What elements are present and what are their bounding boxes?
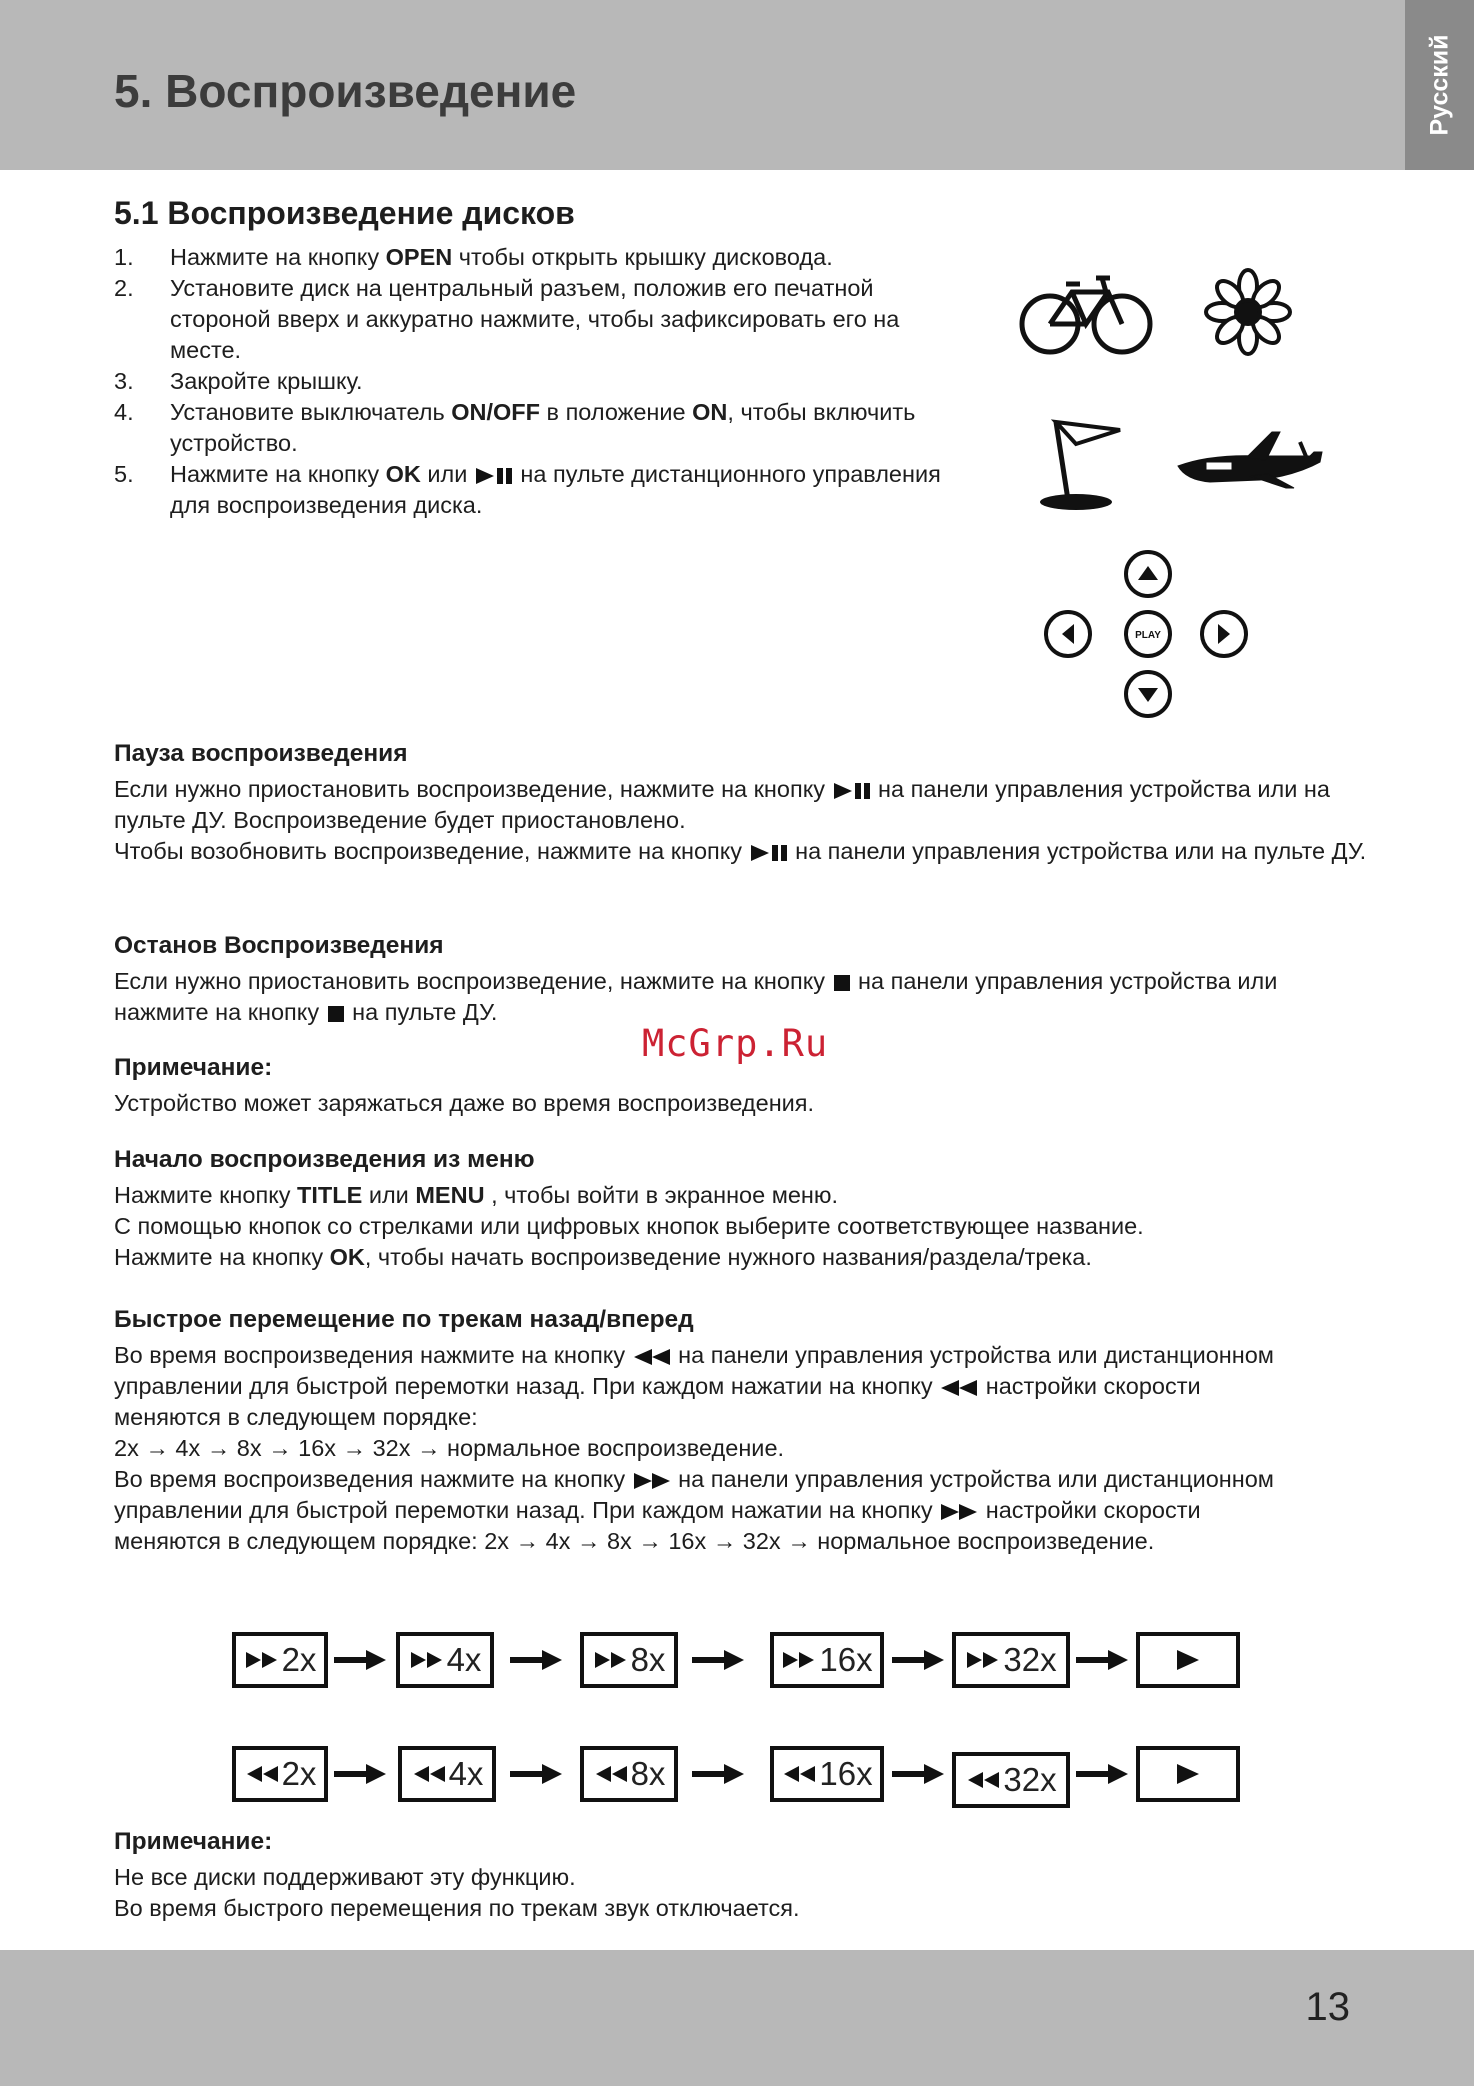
pause-paragraph: Если нужно приостановить воспроизведение, нажмите на кнопку на панели управления устройства или на пульте ДУ. Воспроизведение будет приостановлено. Чтобы возобновить воспроизведение, нажмите на кнопку на панели управления устройства или на пульте ДУ. xyxy=(114,776,1367,864)
language-tab-label: Русский xyxy=(1425,34,1454,136)
fast-scan-heading: Быстрое перемещение по трекам назад/вперед xyxy=(114,1306,694,1333)
fast-scan-paragraph: Во время воспроизведения нажмите на кнопку на панели управления устройства или дистанционном управлении для быстрой перемотки назад. При каждом нажатии на кнопку настройки скорости меняются в следующем порядке: 2x → 4x → 8x → 16x → 32x → нормальное воспроизведение. Во время воспроизведения нажмите на кнопку на панели управления устройства или дистанционном управлении для быстрой перемотки назад. При каждом нажатии на кнопку настройки скорости меняются в следующем порядке: 2x → 4x → 8x → 16x → 32x → нормальное воспроизведение. xyxy=(114,1342,1274,1554)
steps-list xyxy=(114,242,974,521)
note-heading: Примечание: xyxy=(114,1828,273,1855)
ff-speed-box: 8x xyxy=(580,1632,678,1688)
rewind-icon xyxy=(411,1764,447,1784)
play-pause-icon xyxy=(749,843,789,863)
note-section xyxy=(114,1826,1374,1924)
rewind-icon xyxy=(593,1764,629,1784)
step-number: 4. xyxy=(114,399,134,425)
rewind-icon xyxy=(781,1764,817,1784)
rew-speed-box: 8x xyxy=(580,1746,678,1802)
arrow-right-icon xyxy=(334,1648,386,1672)
fast-forward-icon xyxy=(244,1650,280,1670)
footer-bar xyxy=(0,1950,1474,2086)
fast-forward-icon xyxy=(632,1471,672,1491)
play-icon xyxy=(1173,1762,1203,1786)
dpad-illustration xyxy=(1046,552,1246,716)
step-number: 5. xyxy=(114,461,134,487)
play-icon xyxy=(1173,1648,1203,1672)
play-pause-icon xyxy=(474,466,514,486)
rewind-icon xyxy=(244,1764,280,1784)
pause-heading: Пауза воспроизведения xyxy=(114,740,408,767)
ff-speed-box: 32x xyxy=(952,1632,1070,1688)
stop-section xyxy=(114,930,1374,1028)
rewind-speed-row xyxy=(228,1746,1244,1822)
note-text: Не все диски поддерживают эту функцию. Во время быстрого перемещения по трекам звук отключается. xyxy=(114,1864,800,1921)
ff-speed-box: 2x xyxy=(232,1632,328,1688)
arrow-right-icon xyxy=(692,1648,744,1672)
fast-forward-icon xyxy=(781,1650,817,1670)
disc-menu-illustration xyxy=(1010,262,1340,732)
stop-paragraph: Если нужно приостановить воспроизведение, нажмите на кнопку на панели управления устройства или нажмите на кнопку на пульте ДУ. xyxy=(114,968,1278,1025)
step-number: 2. xyxy=(114,275,134,301)
golf-flag-icon xyxy=(1040,422,1120,510)
section-title: 5.1 Воспроизведение дисков xyxy=(114,195,575,231)
rew-speed-box: 2x xyxy=(232,1746,328,1802)
forward-speed-row xyxy=(228,1632,1244,1708)
ff-speed-box: 16x xyxy=(770,1632,884,1688)
stop-icon xyxy=(326,1004,346,1024)
step-number: 1. xyxy=(114,244,134,270)
note-heading: Примечание: xyxy=(114,1054,273,1081)
list-item: 1. Нажмите на кнопку OPEN чтобы открыть крышку дисковода. xyxy=(114,242,974,273)
arrow-right-icon xyxy=(1076,1762,1128,1786)
menu-playback-section xyxy=(114,1144,1374,1273)
arrow-right-icon xyxy=(892,1648,944,1672)
menu-heading: Начало воспроизведения из меню xyxy=(114,1146,535,1173)
arrow-right-icon xyxy=(692,1762,744,1786)
step-number: 3. xyxy=(114,368,134,394)
play-pause-icon xyxy=(832,781,872,801)
fast-forward-icon xyxy=(965,1650,1001,1670)
list-item: 3. Закройте крышку. xyxy=(114,366,974,397)
rew-speed-box: 32x xyxy=(952,1752,1070,1808)
list-item: 5. Нажмите на кнопку OK или на пульте дистанционного управления для воспроизведения диска. xyxy=(114,461,941,518)
page-title: 5. Воспроизведение xyxy=(114,65,577,117)
menu-paragraph: Нажмите кнопку TITLE или MENU , чтобы войти в экранное меню. С помощью кнопок со стрелками или цифровых кнопок выберите соответствующее название. Нажмите на кнопку OK, чтобы начать воспроизведение нужного названия/раздела/трека. xyxy=(114,1182,1144,1270)
pause-section xyxy=(114,738,1374,867)
airplane-icon xyxy=(1178,432,1322,488)
stop-icon xyxy=(832,973,852,993)
rewind-icon xyxy=(632,1347,672,1367)
rew-speed-box: 4x xyxy=(398,1746,496,1802)
svg-text:PLAY: PLAY xyxy=(1135,630,1161,641)
rewind-icon xyxy=(965,1770,1001,1790)
rew-speed-box: 16x xyxy=(770,1746,884,1802)
stop-heading: Останов Воспроизведения xyxy=(114,932,444,959)
rewind-icon xyxy=(939,1378,979,1398)
arrow-right-icon xyxy=(510,1762,562,1786)
arrow-right-icon xyxy=(1076,1648,1128,1672)
arrow-right-icon xyxy=(334,1762,386,1786)
flower-icon xyxy=(1206,270,1290,354)
fast-scan-section xyxy=(114,1304,1374,1557)
ff-speed-box: 4x xyxy=(396,1632,494,1688)
watermark: McGrp.Ru xyxy=(642,1022,829,1065)
play-box xyxy=(1136,1632,1240,1688)
fast-forward-icon xyxy=(939,1502,979,1522)
arrow-right-icon xyxy=(892,1762,944,1786)
note-text: Устройство может заряжаться даже во время воспроизведения. xyxy=(114,1090,815,1116)
play-box xyxy=(1136,1746,1240,1802)
note-section xyxy=(114,1052,1374,1119)
fast-forward-icon xyxy=(593,1650,629,1670)
arrow-right-icon xyxy=(510,1648,562,1672)
list-item: 2. Установите диск на центральный разъем, положив его печатной стороной вверх и аккуратно нажмите, чтобы зафиксировать его на месте. xyxy=(114,275,900,363)
list-item: 4. Установите выключатель ON/OFF в положение ON, чтобы включить устройство. xyxy=(114,399,916,456)
fast-forward-icon xyxy=(409,1650,445,1670)
page-number: 13 xyxy=(1305,1985,1350,2029)
bicycle-icon xyxy=(1022,278,1150,352)
